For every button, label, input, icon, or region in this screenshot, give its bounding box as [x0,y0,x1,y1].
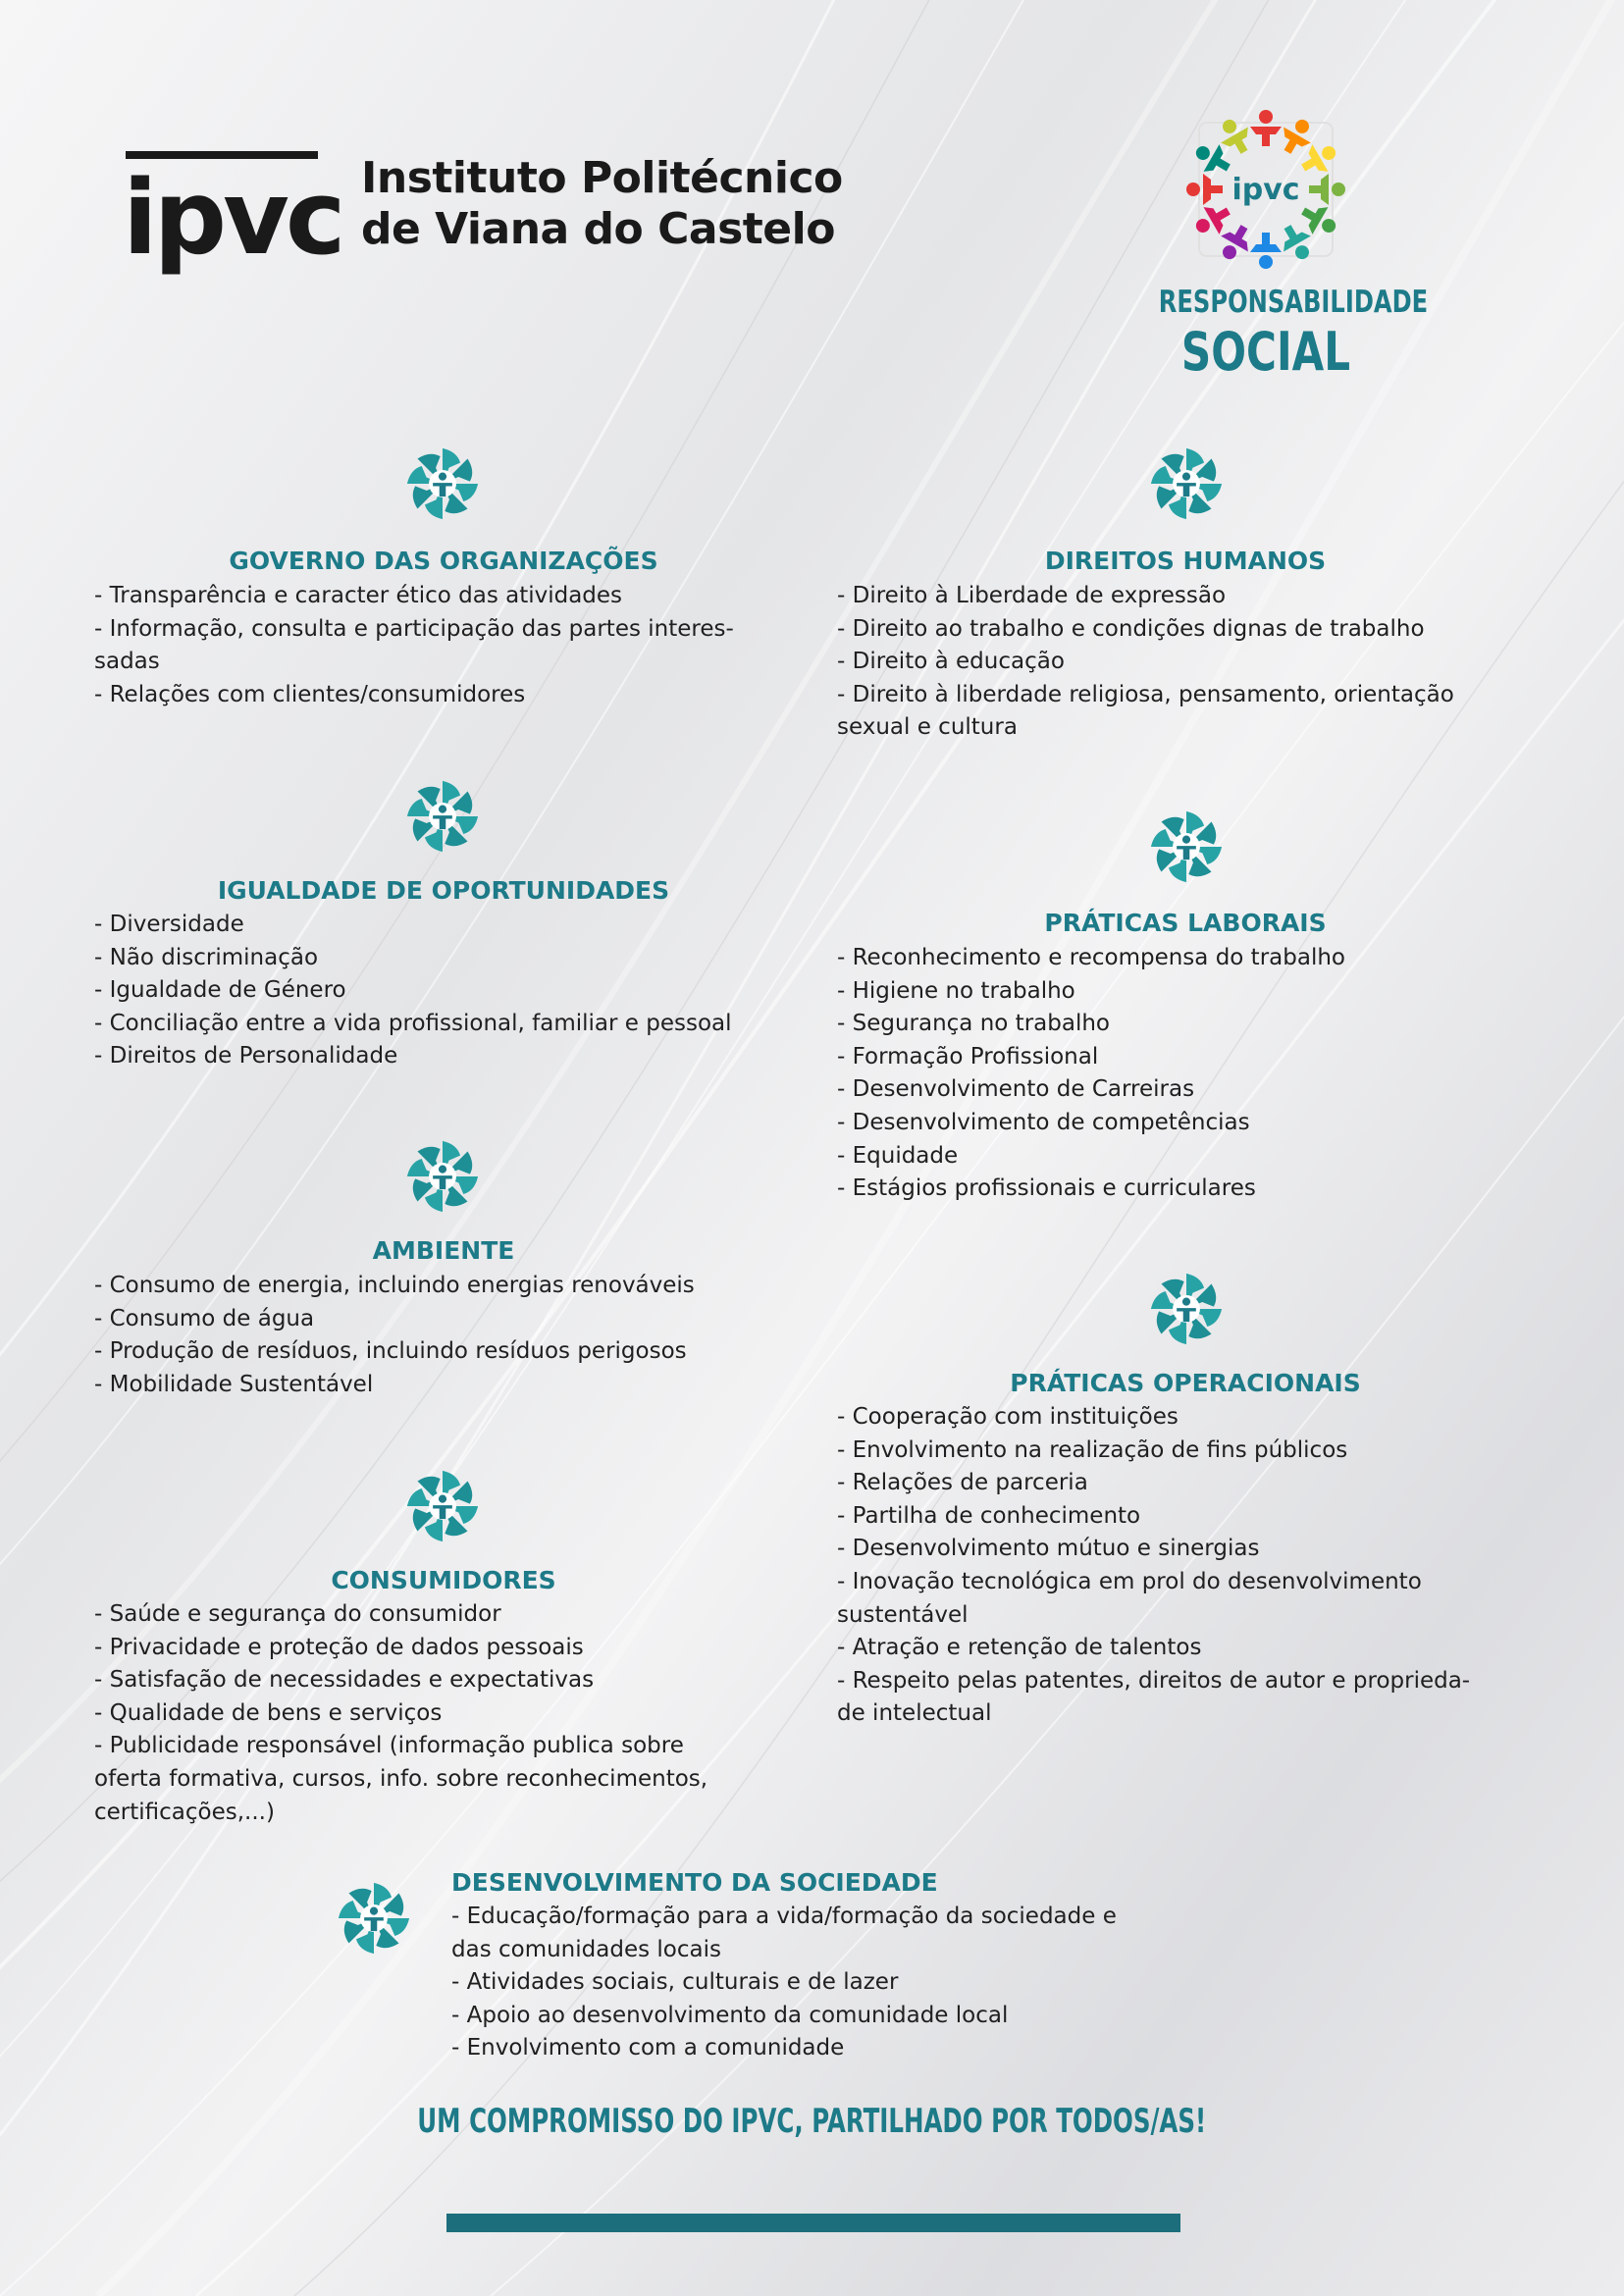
section-title: AMBIENTE [372,1236,515,1265]
list-item: - Direito à educação [837,649,1065,675]
list-item: - Direito à Liberdade de expressão [837,583,1227,608]
list-item: - Informação, consulta e participação das partes interes- [94,615,734,642]
list-item: - Atividades sociais, culturais e de lazer [451,1969,899,1996]
section-item-list [451,1901,1236,2065]
section-item-list [94,909,801,1073]
list-item: - Não discriminação [94,944,319,970]
footer-slogan-text: UM COMPROMISSO DO IPVC, PARTILHADO POR TODOS/AS! [417,2102,1207,2141]
people-circle-icon [402,1136,483,1217]
list-item: - Formação Profissional [837,1043,1099,1070]
list-item: - Relações com clientes/consumidores [94,681,526,707]
list-item: - Relações de parceria [837,1470,1088,1496]
list-item: - Conciliação entre a vida profissional, familiar e pessoal [94,1010,732,1036]
people-circle-icon [334,1878,414,1958]
list-item: oferta formativa, cursos, info. sobre reconhecimentos, [94,1765,708,1792]
section-title: CONSUMIDORES [331,1566,556,1594]
list-item: - Produção de resíduos, incluindo resíduos perigosos [94,1338,687,1365]
badge-title-line1: RESPONSABILIDADE [1158,285,1429,320]
list-item: de intelectual [837,1700,992,1727]
list-item: sexual e cultura [837,714,1018,741]
list-item: - Apoio ao desenvolvimento da comunidade local [451,2002,1009,2028]
people-circle-icon [402,1466,483,1546]
people-circle-icon [402,776,483,857]
ipvc-logo-text: ipvc [123,158,342,278]
section-title: IGUALDADE DE OPORTUNIDADES [217,876,670,905]
section-title: PRÁTICAS LABORAIS [1044,909,1327,937]
people-circle-icon [402,444,483,524]
section-title: GOVERNO DAS ORGANIZAÇÕES [229,547,658,575]
social-responsibility-badge [1128,103,1429,388]
list-item: - Mobilidade Sustentável [94,1371,374,1397]
footer-bar [446,2214,1180,2232]
footer-slogan [0,2102,1624,2141]
list-item: - Consumo de energia, incluindo energias renováveis [94,1273,695,1298]
section-item-list [837,942,1544,1206]
list-item: - Diversidade [94,912,244,937]
institution-name-line1: Instituto Politécnico [361,153,843,203]
list-item: - Qualidade de bens e serviços [94,1699,443,1726]
people-ring-logo-icon [1179,103,1352,276]
list-item: - Inovação tecnológica em prol do desenvolvimento [837,1568,1422,1594]
list-item: - Direito ao trabalho e condições dignas de trabalho [837,615,1425,642]
institution-name-line2: de Viana do Castelo [361,204,835,254]
section-item-list [837,580,1544,745]
list-item: - Consumo de água [94,1305,315,1331]
section-item-list [94,1270,801,1401]
people-circle-icon [1146,1269,1227,1349]
list-item: - Direito à liberdade religiosa, pensamento, orientação [837,681,1454,707]
people-circle-icon [1146,807,1227,887]
section-item-list [94,580,801,711]
list-item: - Educação/formação para a vida/formação da sociedade e [451,1904,1117,1929]
list-item: - Partilha de conhecimento [837,1502,1141,1529]
list-item: - Publicidade responsável (informação publica sobre [94,1733,684,1759]
list-item: - Satisfação de necessidades e expectativas [94,1667,595,1694]
list-item: sadas [94,649,160,675]
section-title: PRÁTICAS OPERACIONAIS [1010,1369,1361,1397]
list-item: - Higiene no trabalho [837,977,1075,1004]
list-item: - Envolvimento com a comunidade [451,2035,845,2061]
list-item: das comunidades locais [451,1936,721,1962]
list-item: sustentável [837,1601,969,1628]
list-item: - Reconhecimento e recompensa do trabalho [837,945,1345,970]
section-item-list [94,1598,801,1829]
section-title: DIREITOS HUMANOS [1044,547,1327,575]
badge-logo-text: ipvc [1231,173,1300,207]
list-item: - Desenvolvimento mútuo e sinergias [837,1536,1260,1562]
institution-name [361,153,843,255]
list-item: - Saúde e segurança do consumidor [94,1601,501,1627]
list-item: - Segurança no trabalho [837,1011,1110,1037]
list-item: - Igualdade de Género [94,977,346,1004]
list-item: - Envolvimento na realização de fins públicos [837,1436,1348,1463]
section-item-list [837,1401,1544,1731]
list-item: - Respeito pelas patentes, direitos de autor e proprieda- [837,1667,1471,1694]
institution-logo [123,147,868,285]
people-circle-icon [1146,444,1227,524]
badge-title-line2: SOCIAL [1180,321,1351,383]
list-item: - Estágios profissionais e curriculares [837,1175,1256,1202]
list-item: - Cooperação com instituições [837,1404,1179,1430]
list-item: - Privacidade e proteção de dados pessoais [94,1634,584,1660]
ipvc-logo-mark [123,147,342,285]
list-item: - Direitos de Personalidade [94,1043,398,1070]
list-item: - Atração e retenção de talentos [837,1635,1202,1661]
section-title: DESENVOLVIMENTO DA SOCIEDADE [451,1868,938,1897]
list-item: - Desenvolvimento de Carreiras [837,1076,1195,1103]
list-item: - Transparência e caracter ético das atividades [94,583,623,608]
list-item: - Desenvolvimento de competências [837,1109,1250,1135]
list-item: certificações,...) [94,1799,275,1825]
list-item: - Equidade [837,1142,959,1169]
